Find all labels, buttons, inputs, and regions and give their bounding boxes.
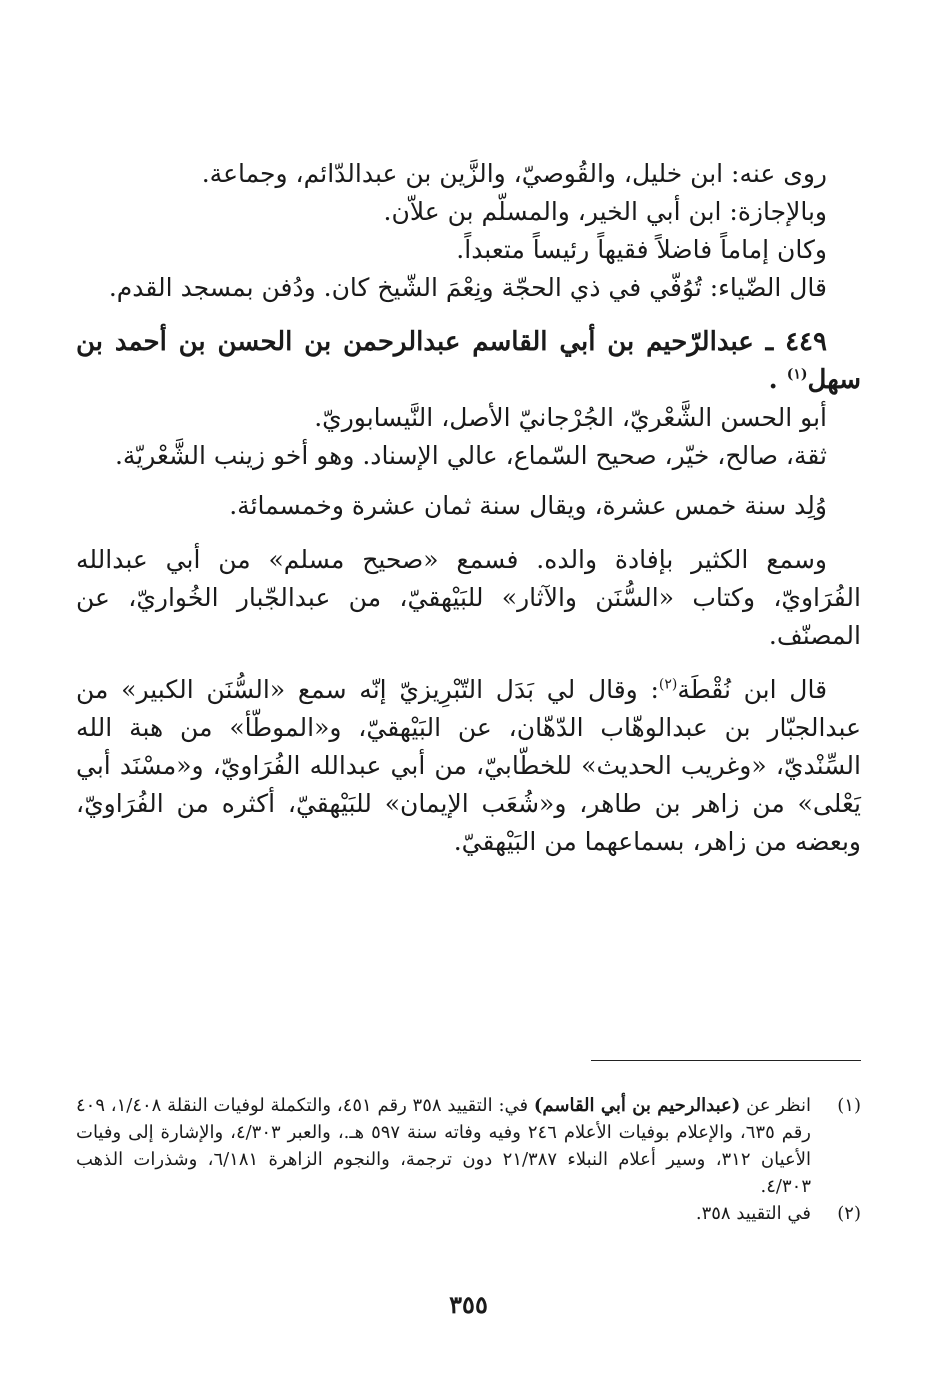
entry-separator: ـ <box>765 327 774 357</box>
paragraph-hearing: وسمع الكثير بإفادة والده. فسمع «صحيح مسلم» من أبي عبدالله الفُرَاويّ، وكتاب «السُّنَن والآثار» للبَيْهقيّ، من عبدالجّبار الخُواريّ، عن المصنّف. <box>76 545 861 650</box>
paragraph-ibn-nuqta <box>76 671 861 861</box>
ibn-nuqta-lead: قال ابن نُقْطَة <box>677 675 828 704</box>
footnote-subject: (عبدالرحيم بن أبي القاسم) <box>533 1095 741 1116</box>
page-number: ٣٥٥ <box>449 1290 488 1319</box>
entry-number: ٤٤٩ <box>785 327 827 357</box>
footnote-ref-1: (١) <box>786 366 808 383</box>
paragraph-death: قال الضّياء: تُوُفّي في ذي الحجّة ونِعْمَ الشّيخ كان. ودُفن بمسجد القدم. <box>108 273 827 302</box>
footnote-ref-2: (٢) <box>658 676 678 693</box>
paragraph-description: وكان إماماً فاضلاً فقيهاً رئيساً متعبداً. <box>456 235 827 264</box>
footnote-lead: انظر عن <box>740 1095 812 1116</box>
footnote-text <box>76 1092 811 1200</box>
paragraph-ijaza: وبالإجازة: ابن أبي الخير، والمسلّم بن علاّن. <box>383 197 827 226</box>
paragraph-kunya: أبو الحسن الشَّعْريّ، الجُرْجانيّ الأصل، النَّيسابوريّ. <box>314 403 827 432</box>
main-text <box>76 155 861 861</box>
paragraph-narrators: روى عنه: ابن خليل، والقُوصيّ، والزَّين بن عبدالدّائم، وجماعة. <box>201 159 827 188</box>
footnotes <box>76 1092 861 1227</box>
footnote-number: (١) <box>837 1095 861 1116</box>
entry-end: . <box>768 365 778 395</box>
ibn-nuqta-text: وقال لي بَدَل التّبْرِيزيّ إنّه سمع «السُّنَن الكبير» من عبدالجبّار بن عبدالوهّاب الدّهّان، عن البَيْهقيّ، و«الموطّأ» من هبة الله السِّنْديّ، «وغريب الحديث» للخطّابيّ، من أبي عبدالله الفُرَاويّ، و«مسْنَد أبي يَعْلى» من زاهر بن طاهر، و«شُعَب الإيمان» للبَيْهقيّ، أكثره من الفُرَاويّ، وبعضه من زاهر، بسماعهما من البَيْهقيّ. <box>76 675 861 856</box>
footnote-1 <box>76 1092 861 1200</box>
ibn-nuqta-colon: : <box>637 675 659 704</box>
entry-heading <box>76 323 861 399</box>
footnote-number: (٢) <box>837 1203 861 1224</box>
paragraph-birth: وُلِد سنة خمس عشرة، ويقال سنة ثمان عشرة وخمسمائة. <box>229 491 827 520</box>
footnote-text <box>76 1200 811 1227</box>
footnote-2 <box>76 1200 861 1227</box>
paragraph-trust: ثقة، صالح، خيّر، صحيح السّماع، عالي الإسناد. وهو أخو زينب الشَّعْريّة. <box>114 441 827 470</box>
footnote-divider <box>591 1060 861 1061</box>
footnote-body: في: التقييد ٣٥٨ رقم ٤٥١، والتكملة لوفيات النقلة ١/٤٠٨، ٤٠٩ رقم ٦٣٥، والإعلام بوفيات الأعلام ٢٤٦ وفيه وفاته سنة ٥٩٧ هـ.، والعبر ٤/٣٠٣، والإشارة إلى وفيات الأعيان ٣١٢، وسير أعلام النبلاء ٢١/٣٨٧ دون ترجمة، والنجوم الزاهرة ٦/١٨١، وشذرات الذهب ٤/٣٠٣. <box>76 1095 812 1197</box>
entry-name: عبدالرّحيم بن أبي القاسم عبدالرحمن بن الحسن بن أحمد بن سهل <box>76 327 861 395</box>
footnote-lead: في التقييد ٣٥٨. <box>695 1203 811 1224</box>
